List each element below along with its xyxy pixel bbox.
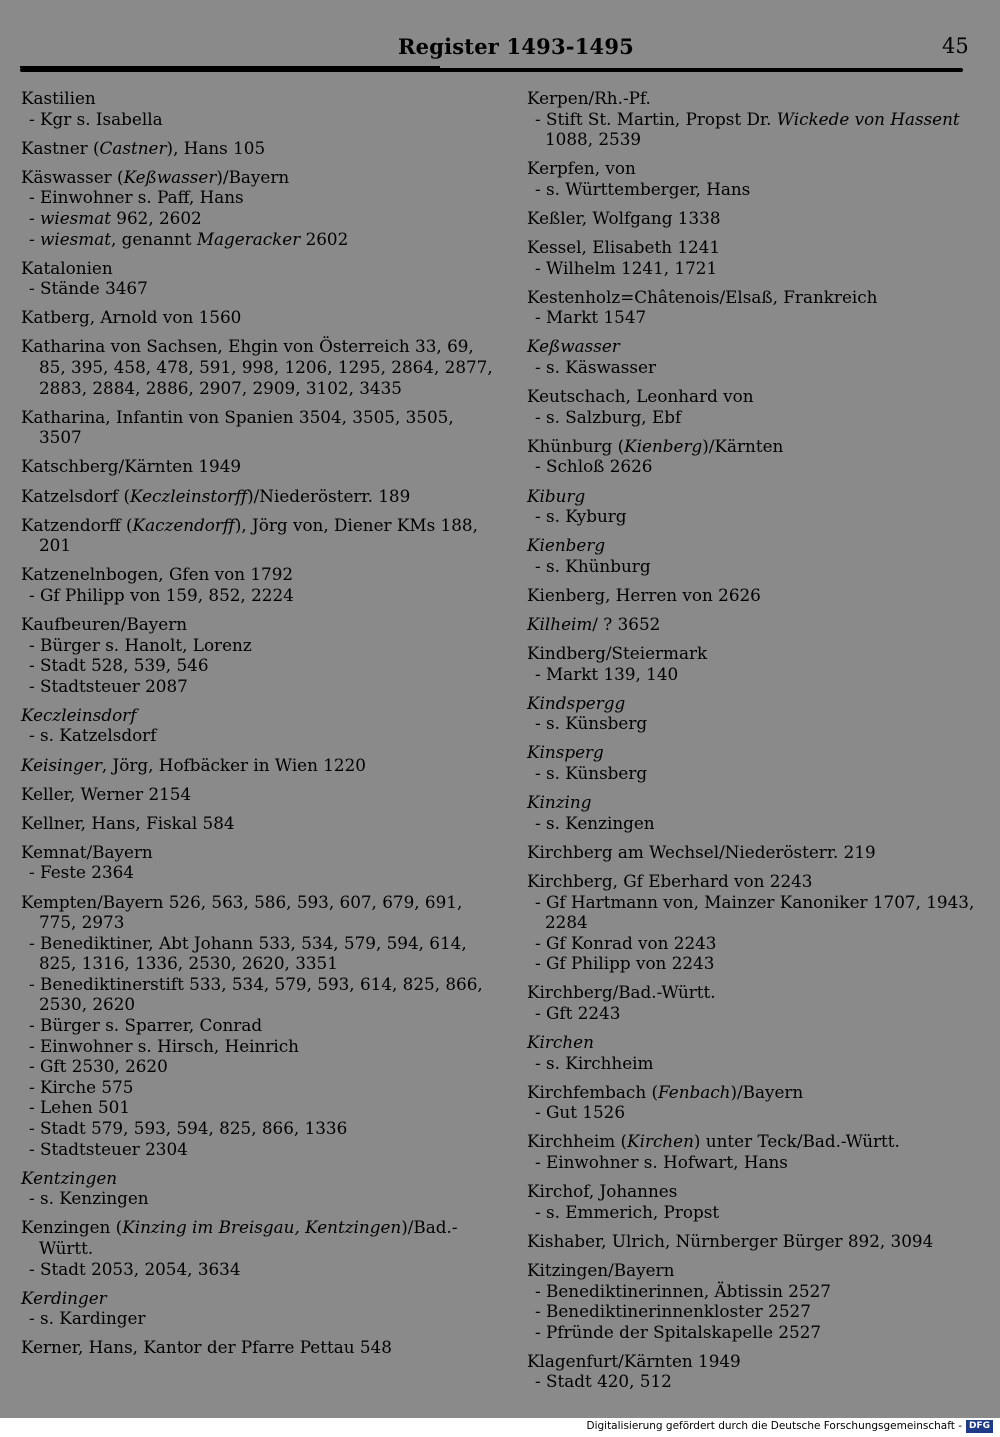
index-entry (527, 693, 977, 734)
entry-heading: Kindspergg (527, 692, 626, 713)
entry-line: - Markt 139, 140 (535, 663, 679, 684)
index-entry (527, 1260, 977, 1342)
left-column (21, 88, 491, 1366)
entry-line: - Stadt 579, 593, 594, 825, 866, 1336 (29, 1118, 348, 1139)
entry-line: 775, 2973 (39, 912, 125, 933)
index-entry (527, 1131, 977, 1172)
index-entry (527, 614, 977, 635)
entry-line: - Einwohner s. Hofwart, Hans (535, 1152, 788, 1173)
index-entry (527, 982, 977, 1023)
entry-line: - Gf Konrad von 2243 (535, 932, 717, 953)
index-entry (527, 88, 977, 150)
entry-line: - Stadt 2053, 2054, 3634 (29, 1258, 241, 1279)
index-entry (527, 436, 977, 477)
index-entry (21, 1168, 491, 1209)
entry-line: - s. Kardinger (29, 1308, 146, 1329)
entry-heading: Kiburg (527, 485, 586, 506)
entry-line: - Schloß 2626 (535, 456, 653, 477)
entry-heading: Kienberg (527, 535, 606, 556)
entry-line: - Benediktiner, Abt Johann 533, 534, 579, 594, 614, (29, 932, 467, 953)
entry-line: - Kgr s. Isabella (29, 108, 163, 129)
entry-line: - Gf Philipp von 2243 (535, 953, 715, 974)
entry-heading: Klagenfurt/Kärnten 1949 (527, 1350, 741, 1371)
entry-heading: Katzelsdorf (Keczleinstorff)/Niederösterr. 189 (21, 485, 411, 506)
entry-line: - s. Katzelsdorf (29, 725, 157, 746)
entry-line: - Gft 2530, 2620 (29, 1056, 168, 1077)
entry-heading: Kirchof, Johannes (527, 1181, 678, 1202)
entry-line: - s. Künsberg (535, 713, 648, 734)
entry-line: - Benediktinerinnen, Äbtissin 2527 (535, 1280, 831, 1301)
index-entry (21, 1288, 491, 1329)
entry-line: - s. Kenzingen (535, 812, 655, 833)
entry-line: - s. Käswasser (535, 357, 656, 378)
entry-heading: Kitzingen/Bayern (527, 1259, 675, 1280)
index-entry (527, 287, 977, 328)
entry-heading: Kempten/Bayern 526, 563, 586, 593, 607, 679, 691, (21, 891, 463, 912)
page-title: Register 1493-1495 (398, 34, 634, 59)
index-entry (527, 1181, 977, 1222)
index-entry (21, 755, 491, 776)
entry-line: - Bürger s. Sparrer, Conrad (29, 1015, 263, 1036)
entry-heading: Kellner, Hans, Fiskal 584 (21, 812, 235, 833)
index-entry (21, 258, 491, 299)
index-entry (21, 813, 491, 834)
index-entry (527, 535, 977, 576)
header-rule (20, 68, 963, 72)
entry-line: 201 (39, 535, 72, 556)
index-entry (527, 208, 977, 229)
entry-heading: Kerpen/Rh.-Pf. (527, 88, 651, 108)
entry-line: 1088, 2539 (545, 129, 642, 150)
entry-line: 825, 1316, 1336, 2530, 2620, 3351 (39, 953, 338, 974)
entry-line: - Benediktinerinnenkloster 2527 (535, 1301, 811, 1322)
entry-line: - Einwohner s. Hirsch, Heinrich (29, 1035, 299, 1056)
index-entry (527, 386, 977, 427)
entry-line: - s. Kirchheim (535, 1052, 654, 1073)
index-entry (527, 486, 977, 527)
index-entry (21, 1217, 491, 1279)
right-column (527, 88, 977, 1400)
entry-heading: Kerpfen, von (527, 158, 636, 179)
entry-heading: Katharina, Infantin von Spanien 3504, 3505, 3505, (21, 406, 454, 427)
index-entry (21, 614, 491, 696)
entry-heading: Katzenelnbogen, Gfen von 1792 (21, 564, 294, 585)
entry-line: - Stadtsteuer 2087 (29, 675, 188, 696)
entry-heading: Katzendorff (Kaczendorff), Jörg von, Diener KMs 188, (21, 514, 478, 535)
index-entry (527, 792, 977, 833)
entry-heading: Kirchheim (Kirchen) unter Teck/Bad.-Württ. (527, 1131, 900, 1152)
entry-heading: Kentzingen (21, 1167, 118, 1188)
dfg-logo: DFG (966, 1420, 993, 1433)
entry-line: - wiesmat 962, 2602 (29, 207, 202, 228)
entry-line: - Stände 3467 (29, 278, 148, 299)
entry-heading: Käswasser (Keßwasser)/Bayern (21, 166, 290, 187)
index-entry (527, 585, 977, 606)
index-entry (21, 486, 491, 507)
index-entry (527, 1351, 977, 1392)
entry-heading: Keßwasser (527, 336, 620, 357)
entry-heading: Kirchfembach (Fenbach)/Bayern (527, 1081, 804, 1102)
entry-line: 85, 395, 458, 478, 591, 998, 1206, 1295, 2864, 2877, (39, 357, 493, 378)
entry-heading: Kienberg, Herren von 2626 (527, 584, 761, 605)
entry-line: Württ. (39, 1238, 94, 1258)
entry-heading: Keßler, Wolfgang 1338 (527, 207, 721, 228)
index-entry (21, 407, 491, 448)
footer-credit: Digitalisierung gefördert durch die Deutsche Forschungsgemeinschaft - (586, 1420, 962, 1432)
entry-line: - s. Württemberger, Hans (535, 178, 751, 199)
entry-heading: Kerner, Hans, Kantor der Pfarre Pettau 548 (21, 1337, 392, 1358)
index-entry (21, 456, 491, 477)
entry-heading: Kishaber, Ulrich, Nürnberger Bürger 892, 3094 (527, 1230, 934, 1251)
entry-line: - Benediktinerstift 533, 534, 579, 593, 614, 825, 866, (29, 973, 483, 994)
index-entry (21, 1337, 491, 1358)
index-entry (527, 842, 977, 863)
index-entry (21, 892, 491, 1160)
index-entry (21, 167, 491, 249)
entry-line: - Wilhelm 1241, 1721 (535, 257, 718, 278)
entry-heading: Kirchberg/Bad.-Württ. (527, 982, 716, 1003)
entry-line: - Stadt 420, 512 (535, 1371, 672, 1392)
index-entry (21, 138, 491, 159)
entry-line: - s. Emmerich, Propst (535, 1201, 720, 1222)
entry-heading: Kinzing (527, 792, 592, 813)
page-number: 45 (942, 34, 969, 58)
entry-heading: Kestenholz=Châtenois/Elsaß, Frankreich (527, 286, 878, 307)
entry-heading: Katharina von Sachsen, Ehgin von Österreich 33, 69, (21, 336, 474, 357)
entry-heading: Kindberg/Steiermark (527, 643, 708, 664)
entry-heading: Kastner (Castner), Hans 105 (21, 137, 266, 158)
entry-heading: Kemnat/Bayern (21, 841, 153, 862)
entry-heading: Khünburg (Kienberg)/Kärnten (527, 435, 784, 456)
index-entry (527, 336, 977, 377)
entry-line: - s. Kyburg (535, 506, 627, 527)
entry-heading: Keczleinsdorf (21, 704, 137, 725)
index-entry (21, 307, 491, 328)
entry-heading: Katalonien (21, 257, 113, 278)
entry-line: - s. Künsberg (535, 763, 648, 784)
entry-heading: Kaufbeuren/Bayern (21, 613, 188, 634)
entry-line: - Kirche 575 (29, 1076, 134, 1097)
entry-heading: Kilheim/ ? 3652 (527, 613, 661, 634)
entry-line: - Gft 2243 (535, 1002, 621, 1023)
index-entry (527, 871, 977, 974)
index-entry (527, 643, 977, 684)
index-entry (527, 1231, 977, 1252)
entry-heading: Katschberg/Kärnten 1949 (21, 456, 242, 477)
entry-heading: Kastilien (21, 88, 96, 108)
entry-line: - s. Salzburg, Ebf (535, 406, 682, 427)
entry-heading: Keisinger, Jörg, Hofbäcker in Wien 1220 (21, 754, 366, 775)
entry-heading: Kinsperg (527, 742, 604, 763)
entry-heading: Kenzingen (Kinzing im Breisgau, Kentzingen)/Bad.- (21, 1217, 458, 1238)
index-entry (21, 515, 491, 556)
entry-line: - wiesmat, genannt Mageracker 2602 (29, 228, 349, 249)
entry-line: - Stadtsteuer 2304 (29, 1138, 188, 1159)
index-entry (21, 88, 491, 129)
entry-heading: Keutschach, Leonhard von (527, 386, 754, 407)
entry-line: 2530, 2620 (39, 994, 136, 1015)
entry-line: 2284 (545, 912, 588, 933)
index-entry (21, 336, 491, 398)
entry-line: - Markt 1547 (535, 307, 647, 328)
index-entry (527, 158, 977, 199)
entry-heading: Keller, Werner 2154 (21, 783, 192, 804)
index-entry (527, 237, 977, 278)
index-entry (21, 705, 491, 746)
index-entry (21, 784, 491, 805)
entry-line: - Lehen 501 (29, 1097, 130, 1118)
entry-line: - s. Khünburg (535, 555, 651, 576)
entry-heading: Kirchberg, Gf Eberhard von 2243 (527, 870, 813, 891)
entry-line: - Stadt 528, 539, 546 (29, 655, 209, 676)
entry-line: - Pfründe der Spitalskapelle 2527 (535, 1321, 822, 1342)
entry-heading: Kirchen (527, 1032, 594, 1053)
entry-heading: Katberg, Arnold von 1560 (21, 307, 242, 328)
index-entry (527, 1032, 977, 1073)
footer (0, 1418, 1000, 1437)
entry-line: 2883, 2884, 2886, 2907, 2909, 3102, 3435 (39, 377, 402, 398)
index-entry (21, 564, 491, 605)
index-entry (527, 1082, 977, 1123)
entry-line: - Bürger s. Hanolt, Lorenz (29, 634, 252, 655)
entry-line: - Einwohner s. Paff, Hans (29, 187, 244, 208)
entry-line: - Gf Hartmann von, Mainzer Kanoniker 1707, 1943, (535, 891, 975, 912)
entry-heading: Kirchberg am Wechsel/Niederösterr. 219 (527, 841, 876, 862)
index-entry (21, 842, 491, 883)
entry-line: - Gf Philipp von 159, 852, 2224 (29, 584, 294, 605)
entry-line: - s. Kenzingen (29, 1188, 149, 1209)
entry-heading: Kerdinger (21, 1287, 107, 1308)
index-entry (527, 742, 977, 783)
entry-line: - Stift St. Martin, Propst Dr. Wickede von Hassent (535, 108, 960, 129)
entry-heading: Kessel, Elisabeth 1241 (527, 237, 721, 258)
entry-line: - Gut 1526 (535, 1102, 626, 1123)
entry-line: 3507 (39, 427, 82, 448)
entry-line: - Feste 2364 (29, 862, 134, 883)
